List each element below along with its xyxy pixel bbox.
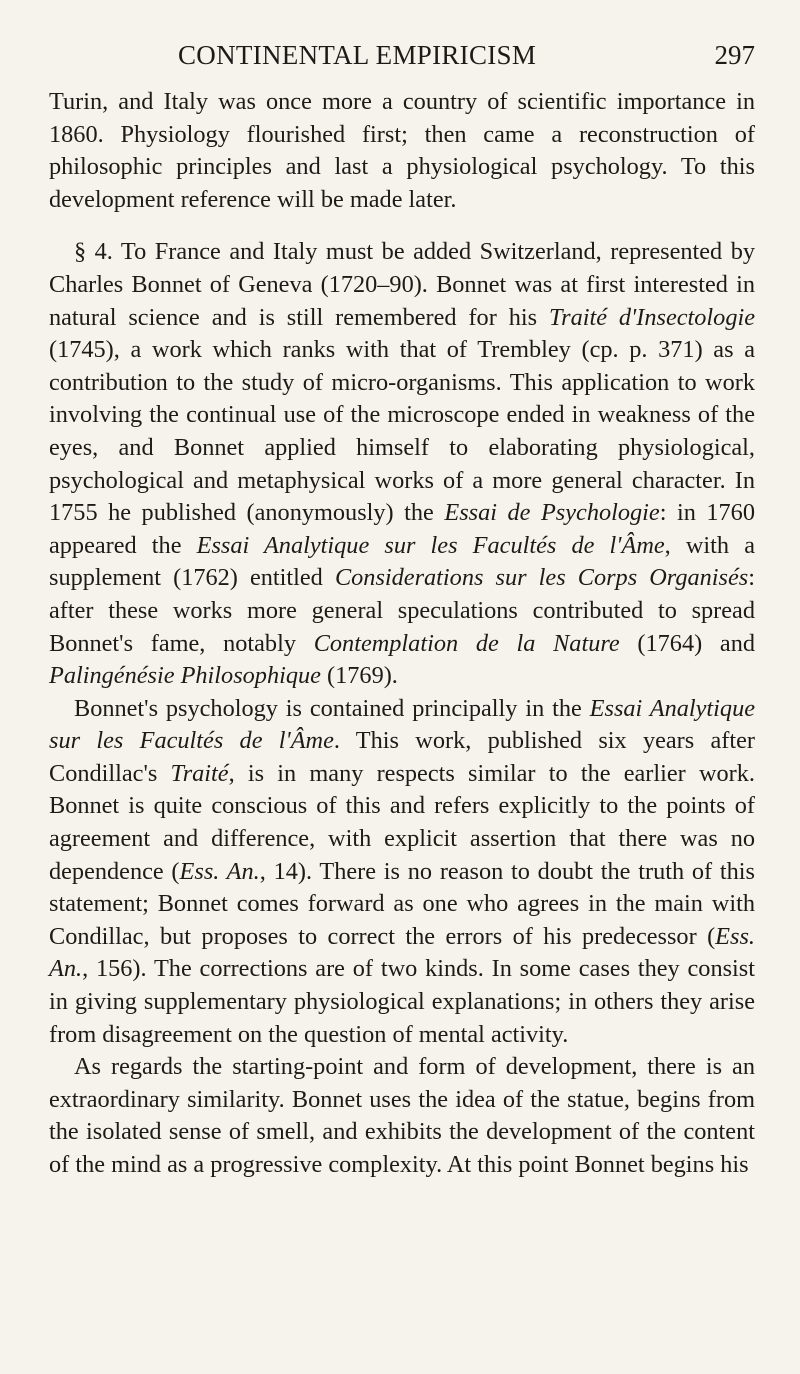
running-head: CONTINENTAL EMPIRICISM: [178, 40, 537, 70]
body-text: [49, 86, 755, 1182]
page-header: [50, 40, 755, 80]
book-title: Palingénésie Philosophique: [49, 662, 321, 690]
text-segment: : after these works more general speculations contributed to spread Bonnet's fame, notably: [49, 564, 756, 657]
book-title: Traité d'Insectologie: [548, 303, 755, 331]
paragraph-3: [49, 693, 755, 1052]
book-title: Essai Analytique sur les Facultés de l'Âme: [196, 531, 665, 559]
paragraph-2: [49, 236, 755, 692]
text-segment: (1769).: [320, 662, 398, 690]
text-segment: § 4. To France and Italy must be added Switzerland, represented by Charles Bonnet of Geneva (1720–90). Bonnet was at first interested in natural science and is still remembered for his: [49, 238, 755, 331]
book-title: Contemplation de la Nature: [313, 629, 620, 657]
text-segment: Bonnet's psychology is contained principally in the: [74, 694, 590, 722]
citation: Ess. An.: [179, 857, 260, 885]
text-segment: , 14). There is no reason to doubt the truth of this statement; Bonnet comes forward as one who agrees in the main with Condillac, but proposes to correct the errors of his predecessor (: [49, 857, 756, 950]
text-segment: As regards the starting-point and form of development, there is an extraordinary similarity. Bonnet uses the idea of the statue, begins from the isolated sense of smell, and exhibits the development of the content of the mind as a progressive complexity. At this point Bonnet begins his: [49, 1053, 755, 1178]
text-segment: , with a supplement (1762) entitled: [49, 531, 755, 592]
text-segment: , 156). The corrections are of two kinds. In some cases they consist in giving supplementary physiological explanations; in others they arise from disagreement on the question of mental activity.: [49, 955, 755, 1048]
text-segment: , is in many respects similar to the earlier work. Bonnet is quite conscious of this and refers explicitly to the points of agreement and difference, with explicit assertion that there was no dependence (: [49, 759, 755, 885]
text-segment: (1764) and: [619, 629, 755, 657]
book-title: Considerations sur les Corps Organisés: [334, 564, 749, 592]
text-segment: Turin, and Italy was once more a country of scientific importance in 1860. Physiology flourished first; then came a reconstruction of philosophic principles and last a physiological psychology. To this development reference will be made later.: [49, 88, 755, 213]
page-number: 297: [714, 40, 755, 70]
book-title: Essai Analytique sur les Facultés de l'Âme: [49, 694, 755, 755]
paragraph-4: [49, 1051, 755, 1181]
book-title: Traité: [170, 759, 229, 787]
text-segment: : in 1760 appeared the: [49, 499, 755, 559]
text-segment: . This work, published six years after Condillac's: [49, 727, 756, 787]
book-title: Essai de Psychologie: [444, 499, 660, 527]
text-segment: (1745), a work which ranks with that of Trembley (cp. p. 371) as a contribution to the study of micro-organisms. This application to work involving the continual use of the microscope ended in weakness of the eyes, and Bonnet applied himself to elaborating physiological, psychological and metaphysical works of a more general character. In 1755 he published (anonymously) the: [49, 336, 755, 527]
citation: Ess. An.: [49, 922, 755, 983]
paragraph-1: [49, 86, 755, 216]
